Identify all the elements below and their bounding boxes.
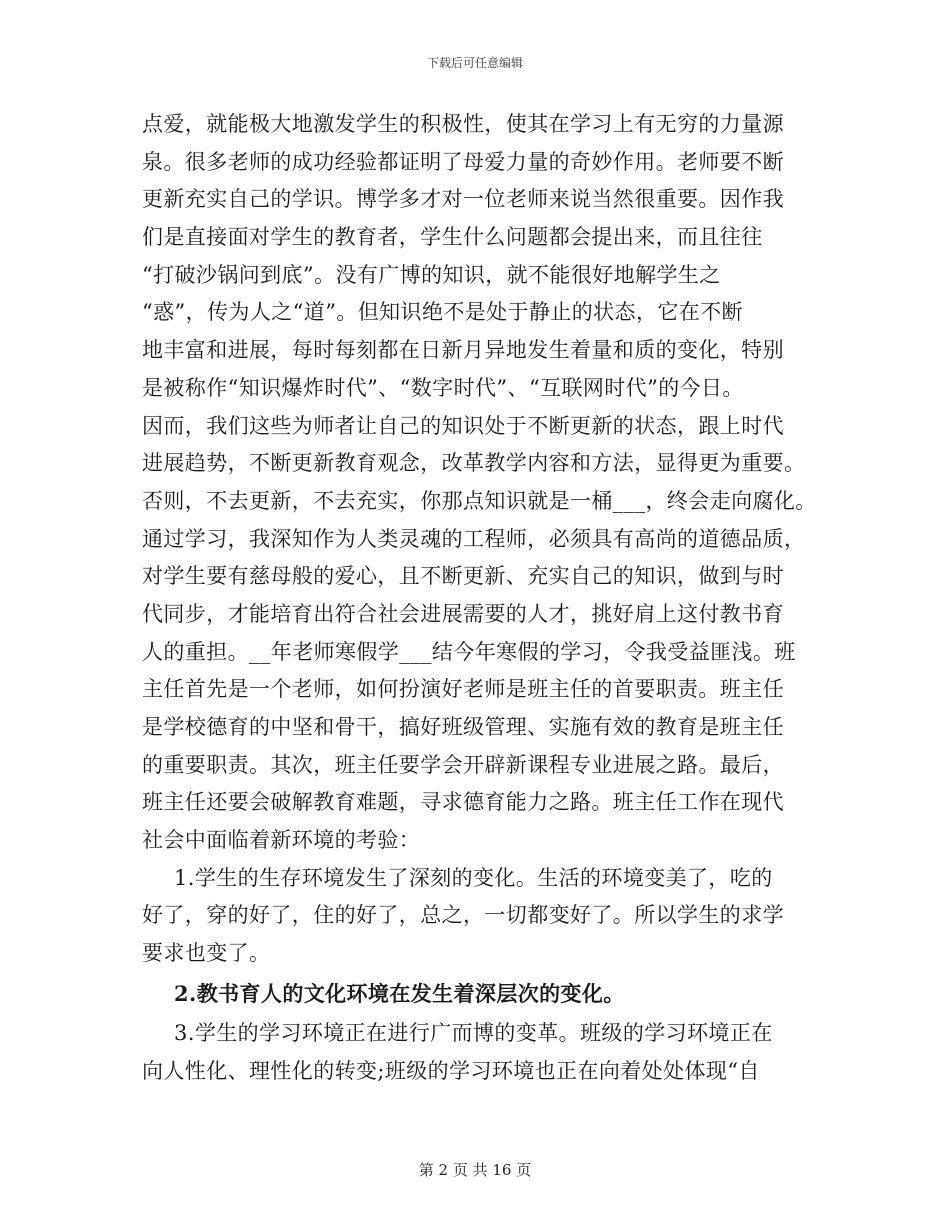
body-line: 通过学习，我深知作为人类灵魂的工程师，必须具有高尚的道德品质， (142, 526, 806, 551)
body-line: 更新充实自己的学识。博学多才对一位老师来说当然很重要。因作我 (142, 187, 784, 212)
list-item-2-heading: 2.教书育人的文化环境在发生着深层次的变化。 (174, 980, 625, 1006)
list-item-1-line: 好了，穿的好了，住的好了，总之，一切都变好了。所以学生的求学 (142, 903, 784, 928)
body-line: 社会中面临着新环境的考验： (142, 828, 421, 853)
body-line: 否则，不去更新，不去充实，你那点知识就是一桶___，终会走向腐化。 (142, 488, 817, 513)
page-footer: 第 2 页 共 16 页 (418, 1161, 532, 1179)
page-header: 下载后可任意编辑 (426, 56, 523, 70)
body-line: 主任首先是一个老师，如何扮演好老师是班主任的首要职责。班主任 (142, 677, 784, 702)
body-line: 是学校德育的中坚和骨干，搞好班级管理、实施有效的教育是班主任 (142, 715, 784, 739)
list-item-1-line: 1.学生的生存环境发生了深刻的变化。生活的环境变美了，吃的 (174, 865, 773, 890)
body-line: 人的重担。__年老师寒假学___结今年寒假的学习，令我受益匪浅。班 (142, 639, 796, 664)
body-line: 对学生要有慈母般的爱心，且不断更新、充实自己的知识，做到与时 (142, 564, 784, 589)
document-body (142, 106, 822, 1090)
body-line: “惑”，传为人之“道”。但知识绝不是处于静止的状态，它在不断 (142, 300, 743, 325)
body-line: 地丰富和进展，每时每刻都在日新月异地发生着量和质的变化，特别 (142, 338, 784, 363)
body-line: 代同步，才能培育出符合社会进展需要的人才，挑好肩上这付教书育 (142, 601, 784, 626)
body-line: “打破沙锅问到底”。没有广博的知识，就不能很好地解学生之 (142, 262, 721, 287)
body-line: 的重要职责。其次，班主任要学会开辟新课程专业进展之路。最后， (142, 752, 784, 777)
body-line: 因而，我们这些为师者让自己的知识处于不断更新的状态，跟上时代 (142, 413, 784, 438)
body-line: 们是直接面对学生的教育者，学生什么问题都会提出来，而且往往 (142, 225, 763, 250)
list-item-3-line: 向人性化、理性化的转变;班级的学习环境也正在向着处处体现“自 (142, 1058, 760, 1083)
body-line: 点爱，就能极大地激发学生的积极性，使其在学习上有无穷的力量源 (142, 112, 784, 136)
list-item-1-line: 要求也变了。 (142, 941, 271, 966)
body-line: 是被称作“知识爆炸时代”、“数字时代”、“互联网时代”的今日。 (142, 375, 744, 400)
body-line: 进展趋势，不断更新教育观念，改革教学内容和方法，显得更为重要。 (142, 451, 806, 476)
body-line: 班主任还要会破解教育难题，寻求德育能力之路。班主任工作在现代 (142, 790, 784, 815)
body-line: 泉。很多老师的成功经验都证明了母爱力量的奇妙作用。老师要不断 (142, 149, 784, 174)
list-item-3-line: 3.学生的学习环境正在进行广而博的变革。班级的学习环境正在 (174, 1020, 773, 1045)
